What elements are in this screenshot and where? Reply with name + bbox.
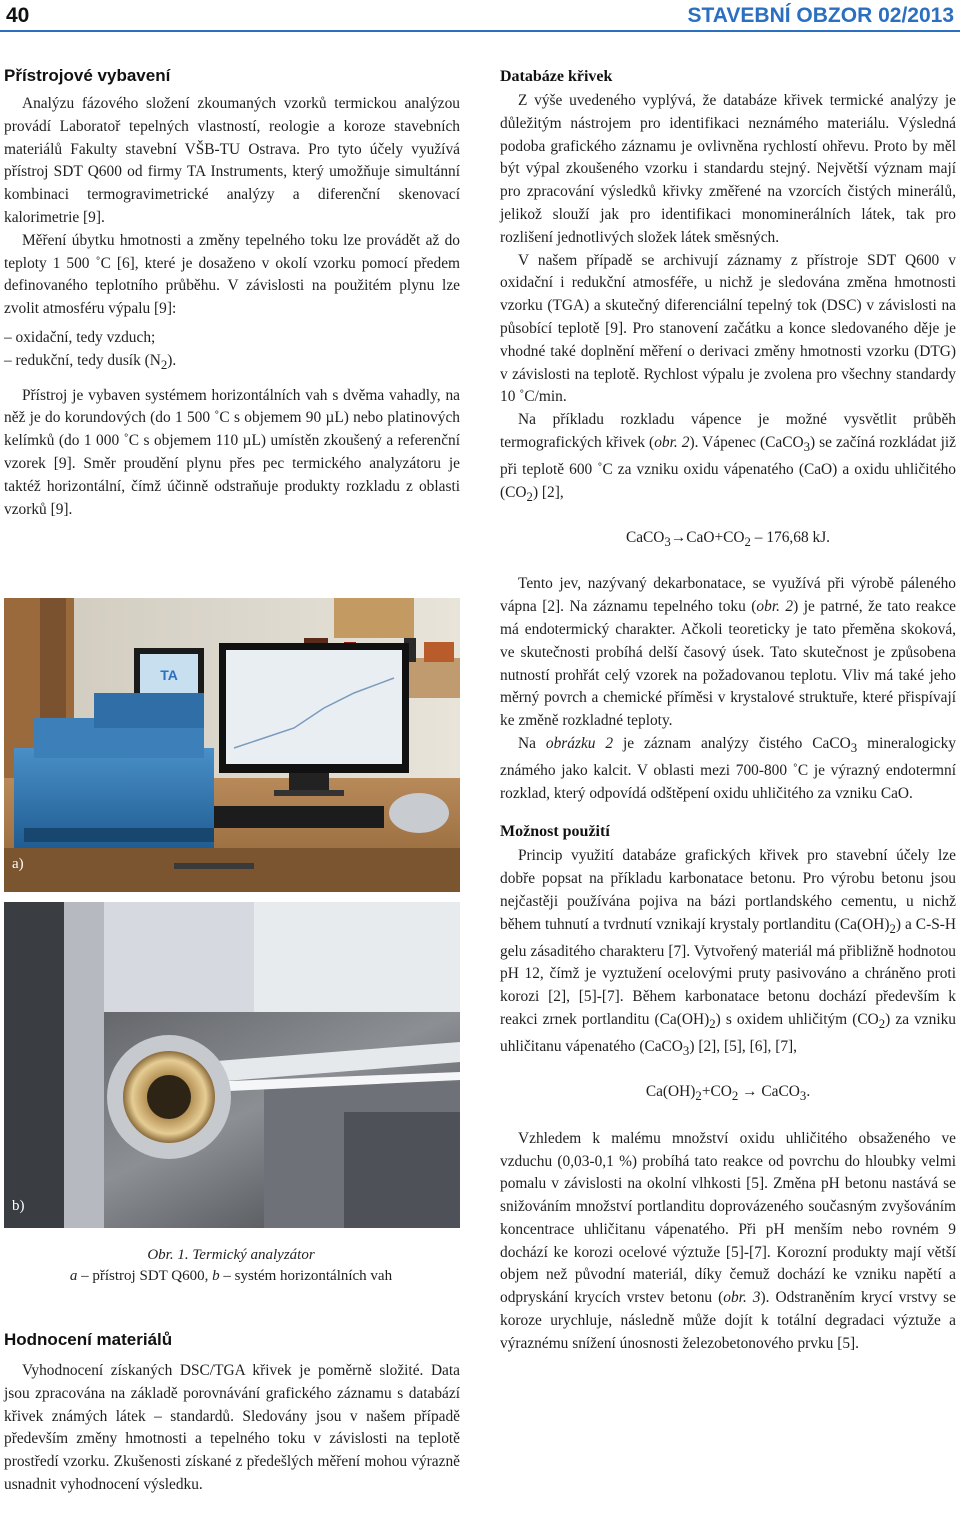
journal-name: STAVEBNÍ OBZOR 02/2013	[687, 4, 954, 27]
paragraph: Vyhodnocení získaných DSC/TGA křivek je poměrně složité. Data jsou zpracována na základě porovnávání grafického záznamu s databází křivek známých látek – standardů. Sledovány jsou v našem případě především změny hmotnosti a tepelného toku v závislosti na teplotě prostředí vzorku. Zkušenosti získané z předešlých měření mohou výrazně usnadnit vyhodnocení výsledku.	[4, 1362, 460, 1493]
photo-b-illustration	[4, 902, 460, 1228]
section-heading-database: Databáze křivek	[500, 68, 613, 85]
caption-description: a – přístroj SDT Q600, b – systém horizontálních vah	[69, 1268, 393, 1284]
paragraph: Přístroj je vybaven systémem horizontálních vah s dvěma vahadly, na něž je do korundových (do 1 500 ˚C s objemem 90 µL) nebo platinových kelímků (do 1 000 ˚C s objemem 110 µL) umístěn zkoušený a referenční vzorek [9]. Směr proudění plynu přes pec termického analyzátoru je taktéž horizontální, čímž účinně odstraňuje produkty rozkladu z oblasti vzorků [9].	[4, 386, 460, 518]
page-header	[0, 0, 960, 32]
paragraph: Tento jev, nazývaný dekarbonatace, se využívá při výrobě páleného vápna [2]. Na záznamu tepelného toku (obr. 2) je patrné, že tato reakce má endotermický charakter. Ačkoli teoreticky je tato přeměna skoková, ve skutečnosti probíhá delší časový úsek. Tato skutečnost je způsobena nutností prohřát celý vzorek na požadovanou teplotu. Vliv má také jeho měrný povrch a chemické příměsi v krystalové struktuře, které přispívají ke změně rozkladné teploty.	[500, 575, 956, 730]
paragraph: Princip využití databáze grafických křivek pro stavební účely lze dobře popsat na příkladu karbonatace betonu. Pro výrobu betonu jsou nejčastěji používána pojiva na bázi portlandského cementu, u nichž během tuhnutí a tvrdnutí vznikají krystaly portlanditu $(Ca(OH)_2)$ a C-S-H gelu zásaditého charakteru [7]. Vytvořený materiál má přibližně hodnotou pH 12, čímž je vyztužení ocelovými pruty pasivováno a chráněno proti korozi [2], [5]-[7]. Během karbonatace betonu dochází především k reakci zrnek portlanditu $(Ca(OH)_2)$ s oxidem uhličitým $(CO_2)$ za vzniku uhličitanu vápenatého (CaCO$_3$) [2], [5], [6], [7],	[500, 847, 956, 1059]
paragraph: Analýzu fázového složení zkoumaných vzorků termickou analýzou provádí Laboratoř tepelných vlastností, reologie a koroze stavebních materiálů Fakulty stavební VŠB-TU Ostrava. Pro tyto účely využívá přístroj SDT Q600 od firmy TA Instruments, který umožňuje simultánní kombinaci termogravimetrické analýzy a diferenční skenovací kalorimetrie [9].	[4, 95, 460, 226]
monitor-logo: TA	[160, 667, 178, 683]
section-heading-evaluation: Hodnocení materiálů	[4, 1330, 173, 1349]
list-item: – redukční, tedy dusík $(N_2)$.	[4, 351, 177, 372]
page-number: 40	[6, 4, 30, 27]
paragraph: Z výše uvedeného vyplývá, že databáze křivek termické analýzy je důležitým nástrojem pro identifikaci neznámého materiálu. Výsledná podoba grafického záznamu je ovlivněna rychlostí ohřevu. Proto by měl být výpal zkoušeného vzorku i standardu stejný. Největší význam mají pro zpracování výsledků křivky změřené na vzorcích čistých minerálů, jelikož slouží jak pro identifikaci monominerálních látek, tak pro rozlišení jednotlivých složek látek směsných.	[500, 92, 956, 246]
header-rule	[0, 30, 960, 32]
right-column	[500, 68, 956, 1356]
left-column-bottom	[4, 1330, 460, 1497]
left-column-top	[4, 66, 460, 521]
figure-caption	[4, 1245, 458, 1287]
paragraph: Na obrázku 2 je záznam analýzy čistého CaCO$_3$ mineralogicky známého jako kalcit. V oblasti mezi 700-800 ˚C je výrazný endotermní rozklad, který odpovídá odštěpení oxidu uhličitého za vzniku CaO.	[500, 734, 956, 802]
list-item: – oxidační, tedy vzduch;	[4, 328, 156, 346]
section-heading-usage: Možnost použití	[500, 823, 610, 841]
photo-a-illustration	[4, 598, 460, 892]
paragraph: Na příkladu rozkladu vápence je možné vysvětlit průběh termografických křivek (obr. 2). Vápenec (CaCO$_3$) se začíná rozkládat již při teplotě 600 ˚C za vzniku oxidu vápenatého (CaO) a oxidu uhličitého $(CO_2)$ [2],	[500, 411, 956, 504]
section-heading-instruments: Přístrojové vybavení	[4, 66, 171, 85]
photo-thermal-analyzer	[4, 598, 460, 892]
paragraph: Vzhledem k malému množství oxidu uhličitého obsaženého ve vzduchu (0,03-0,1 %) probíhá tato reakce od povrchu do hloubky velmi pomalu v závislosti na okolní vlhkosti [5]. Změna pH betonu nastává se snižováním množství portlanditu doprovázeného současným zvyšováním koncentrace uhličitanu vápenatého. Při pH menším nebo rovném 9 dochází ke korozi ocelové výztuže [5]-[7]. Korozní produkty mají větší objem než původní materiál, díky čemuž dochází ke vzniku napětí a odpryskání krycích vrstev betonu (obr. 3). Odstraněním krycí vrstvy se koroze urychluje, následně může dojít k totální degradaci výztuže a výraznému snížení únosnosti železobetonového prvku [5].	[500, 1129, 956, 1352]
caption-title: Obr. 1. Termický analyzátor	[147, 1247, 315, 1263]
photo-a-label: a)	[12, 856, 24, 872]
equation-carbonation: $Ca(OH)_2+CO_2$ → CaCO$_3$.	[645, 1082, 811, 1103]
photo-b-label: b)	[12, 1198, 25, 1214]
photo-horizontal-balance	[4, 902, 460, 1228]
equation-decarbonation: $CaCO_3\to CaO+CO_2 - 176,68$ kJ.	[625, 528, 831, 549]
paragraph: V našem případě se archivují záznamy z přístroje SDT Q600 v oxidační i redukční atmosféře, u nichž je sledována změna hmotnosti vzorku (TGA) a skutečný diferenciální tepelný tok (DSC) v závislosti na působící teplotě [9]. Pro stanovení začátku a konce sledovaného děje je vhodné také doplnění měření o derivaci změny hmotnosti vzorku (DTG) v závislosti na teplotě. Rychlost výpalu je zvolena pro všechny standardy 10 ˚C/min.	[500, 251, 956, 406]
paragraph: Měření úbytku hmotnosti a změny tepelného toku lze provádět až do teploty 1 500 ˚C [6], které je dosaženo v okolí vzorku pomocí předem definovaného teplotního průběhu. V závislosti na použitém plynu lze zvolit atmosféru výpalu [9]:	[4, 231, 460, 318]
